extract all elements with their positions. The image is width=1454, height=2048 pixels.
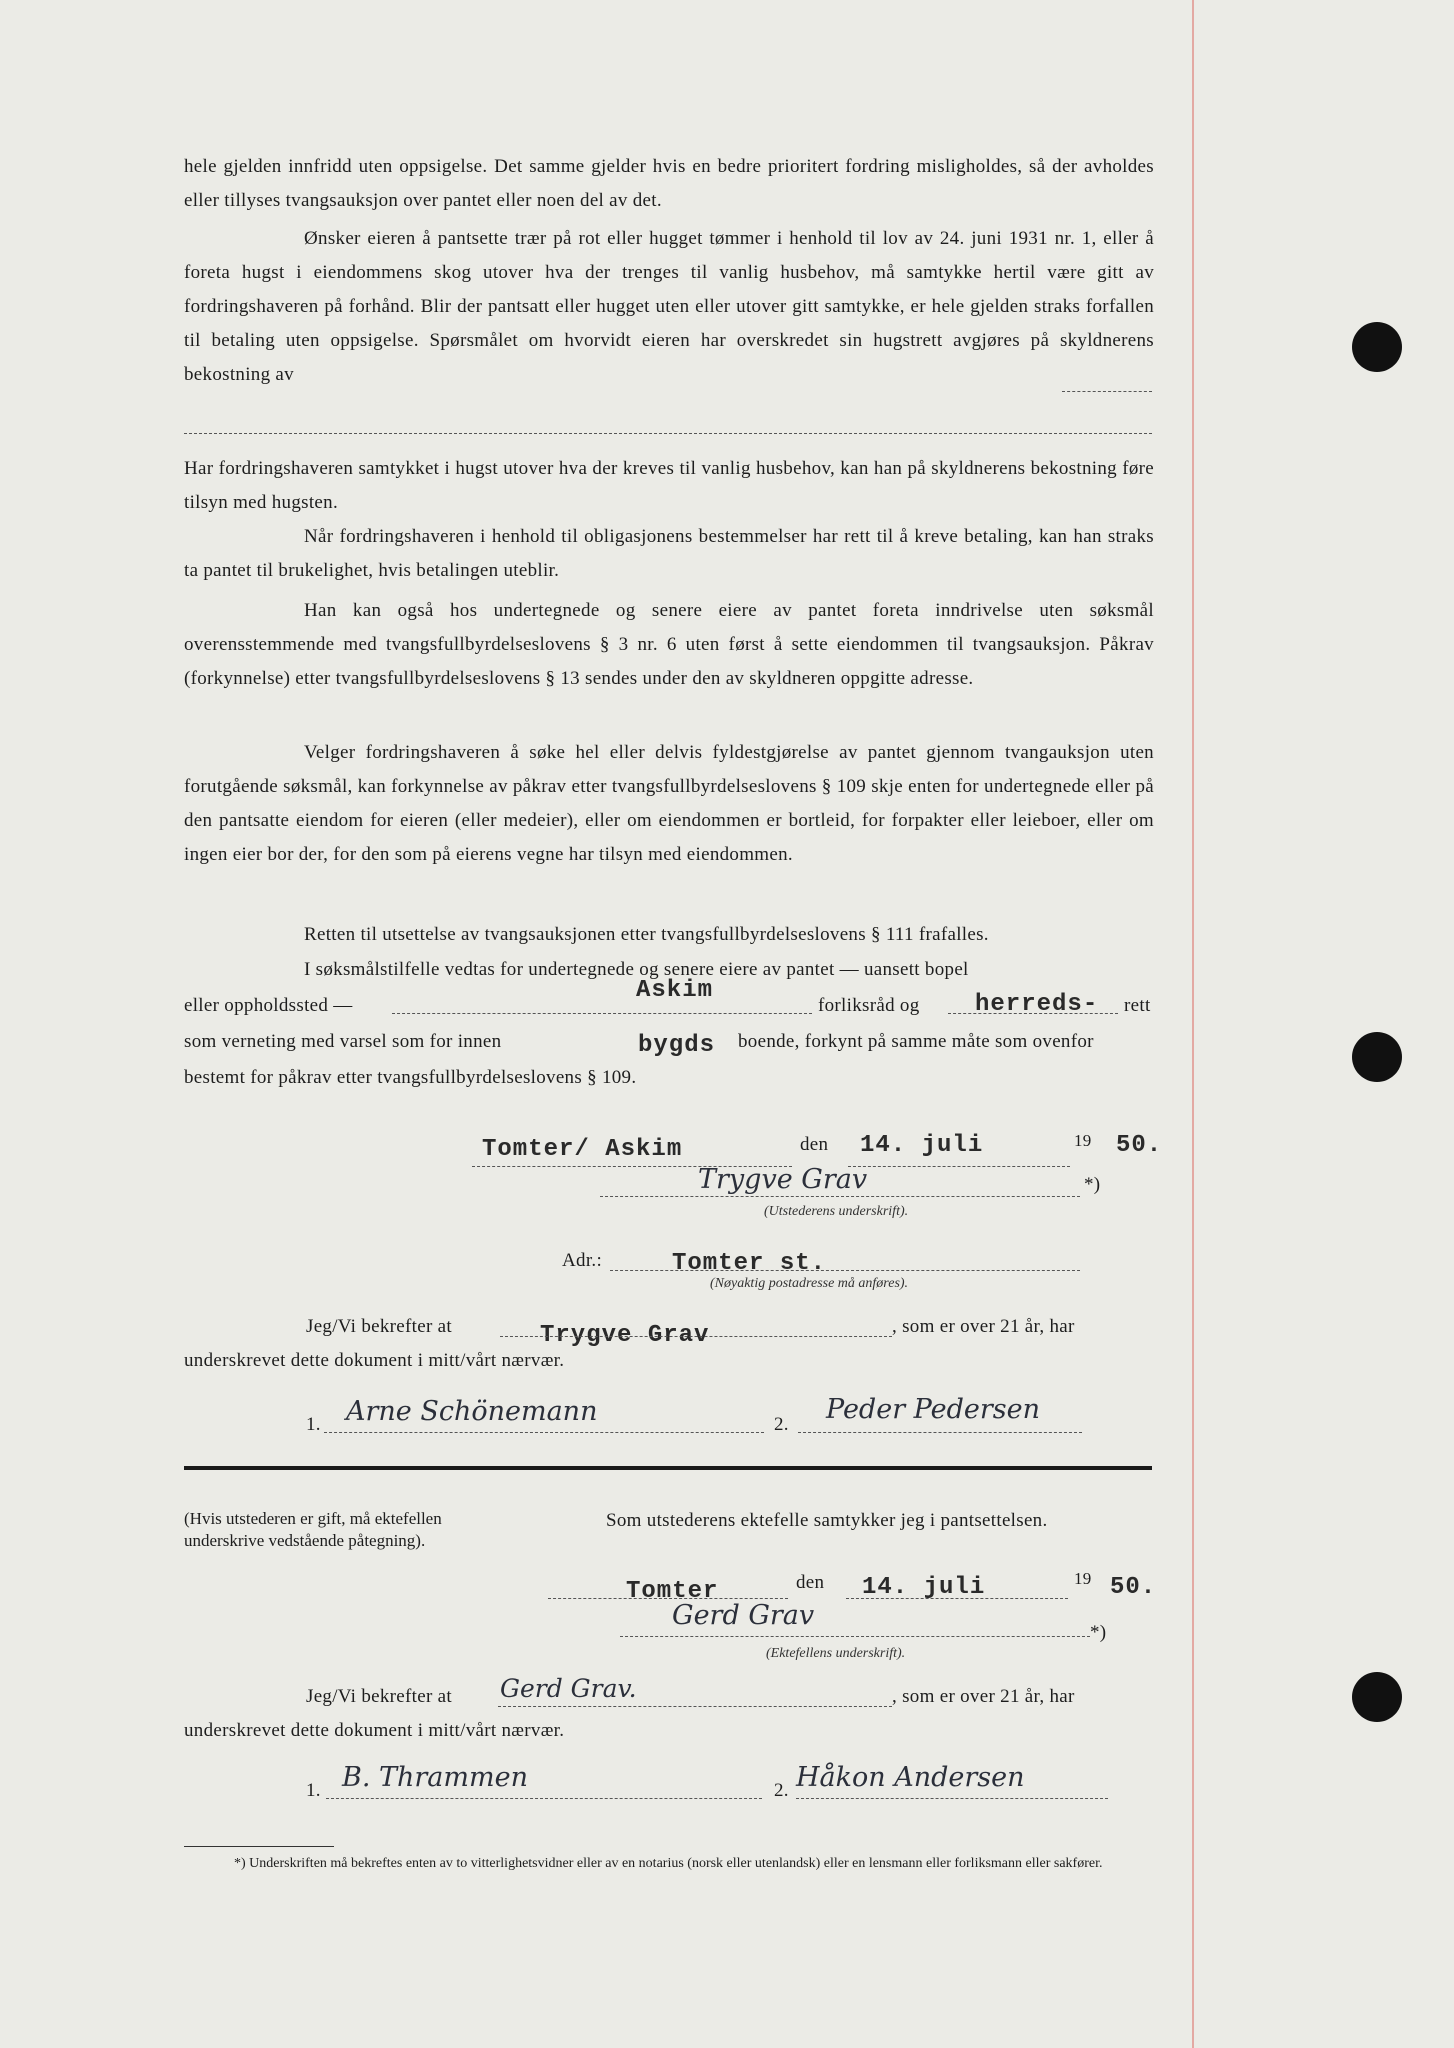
spouse-note: (Hvis utstederen er gift, må ektefellen underskrive vedstående påtegning).: [184, 1509, 442, 1550]
spouse-den: den: [796, 1572, 825, 1593]
spouse-date: 14. juli: [862, 1574, 986, 1601]
fill-line: [610, 1270, 1080, 1271]
witness1-sig2: Peder Pedersen: [826, 1394, 1041, 1425]
witness2-n2: 2.: [774, 1780, 789, 1801]
fill-line: [600, 1196, 1080, 1197]
spouse-place: Tomter: [626, 1578, 719, 1605]
fill-line: [392, 1013, 812, 1014]
paragraph-6: Velger fordringshaveren å søke hel eller delvis fyldestgjørelse av pantet gjennom tvangauksjon uten forutgående søksmål, kan forkynnelse av påkrav etter tvangsfullbyrdelseslovens § 109 skje enten for undertegnede eller på den pantsatte eiendom for eieren (eller medeier), eller om eiendommen er bortleid, for forpakter eller leieboer, eller om ingen eier bor der, for den som på eierens vegne har tilsyn med eiendommen.: [184, 742, 1154, 865]
issuer-signature-mark: *): [1084, 1174, 1101, 1195]
paragraph-4: Når fordringshaveren i henhold til obligasjonens bestemmelser har rett til å kreve betaling, kan han straks ta pantet til brukelighet, hvis betalingen uteblir.: [184, 526, 1154, 581]
venue-line-3b: boende, forkynt på samme måte som ovenfor: [738, 1031, 1094, 1052]
spouse-signature: Gerd Grav: [672, 1600, 815, 1631]
venue-line-2b: forliksråd og: [818, 995, 920, 1016]
fill-line: [620, 1636, 1090, 1637]
address-label: Adr.:: [562, 1250, 603, 1271]
fill-line: [846, 1598, 1068, 1599]
witness1-line2: underskrevet dette dokument i mitt/vårt nærvær.: [184, 1350, 565, 1371]
section-rule: [184, 1466, 1152, 1470]
address-caption: (Nøyaktig postadresse må anføres).: [710, 1276, 909, 1291]
fill-line: [796, 1798, 1108, 1799]
spouse-consent: Som utstederens ektefelle samtykker jeg i pantsettelsen.: [606, 1510, 1048, 1531]
margin-line: [1192, 0, 1194, 2048]
issuer-signature-caption: (Utstederens underskrift).: [764, 1204, 909, 1219]
witness1-sig1: Arne Schönemann: [346, 1396, 598, 1427]
venue-line-1: I søksmålstilfelle vedtas for undertegnede og senere eiere av pantet — uansett bopel: [304, 959, 969, 980]
venue-line-3a: som verneting med varsel som for innen: [184, 1031, 502, 1052]
witness2-n1: 1.: [306, 1780, 321, 1801]
punch-hole-bottom: [1352, 1672, 1402, 1722]
spouse-year: 50.: [1110, 1574, 1157, 1601]
witness2-name: Gerd Grav.: [500, 1674, 637, 1703]
paragraph-2: Ønsker eieren å pantsette trær på rot eller hugget tømmer i henhold til lov av 24. juni 1931 nr. 1, eller å foreta hugst i eiendommens skog utover hva der trenges til vanlig husbehov, må samtykke hertil være gitt av fordringshaveren på forhånd. Blir der pantsatt eller hugget uten eller utover gitt samtykke, er hele gjelden straks forfallen til betaling uten oppsigelse. Spørsmålet om hvorvidt eieren har overskredet sin hugstrett avgjøres på skyldnerens bekostning av: [184, 228, 1154, 385]
footnote-rule: [184, 1846, 334, 1847]
fill-line: [500, 1336, 892, 1337]
fill-line: [324, 1432, 764, 1433]
witness1-name: Trygve Grav: [540, 1322, 710, 1349]
issuer-place: Tomter/ Askim: [482, 1136, 683, 1163]
punch-hole-middle: [1352, 1032, 1402, 1082]
witness1-n2: 2.: [774, 1414, 789, 1435]
witness2-sig2: Håkon Andersen: [796, 1762, 1025, 1793]
spouse-year-prefix: 19: [1074, 1569, 1092, 1588]
venue-line-2a: eller oppholdssted —: [184, 995, 353, 1016]
witness1-label-b: , som er over 21 år, har: [892, 1316, 1075, 1337]
paragraph-7: Retten til utsettelse av tvangsauksjonen etter tvangsfullbyrdelseslovens § 111 frafalles.: [304, 924, 989, 945]
witness1-n1: 1.: [306, 1414, 321, 1435]
fill-line: [1062, 391, 1152, 392]
typed-bygds: bygds: [638, 1032, 716, 1059]
witness1-label: Jeg/Vi bekrefter at: [306, 1316, 452, 1337]
paragraph-3: Har fordringshaveren samtykket i hugst utover hva der kreves til vanlig husbehov, kan han på skyldnerens bekostning føre tilsyn med hugsten.: [184, 458, 1154, 513]
spouse-signature-mark: *): [1090, 1622, 1107, 1643]
address-value: Tomter st.: [672, 1250, 827, 1277]
paragraph-5: Han kan også hos undertegnede og senere eiere av pantet foreta inndrivelse uten søksmål overensstemmende med tvangsfullbyrdelseslovens § 3 nr. 6 uten først å sette eiendommen til tvangsauksjon. Påkrav (forkynnelse) etter tvangsfullbyrdelseslovens § 13 sendes under den av skyldneren oppgitte adresse.: [184, 600, 1154, 689]
paragraph-1: hele gjelden innfridd uten oppsigelse. Det samme gjelder hvis en bedre prioritert fordring misligholdes, så der avholdes eller tillyses tvangsauksjon over pantet eller noen del av det.: [184, 156, 1154, 211]
witness2-label-b: , som er over 21 år, har: [892, 1686, 1075, 1707]
fill-line: [184, 433, 1152, 434]
typed-askim: Askim: [636, 977, 714, 1004]
spouse-signature-caption: (Ektefellens underskrift).: [766, 1646, 906, 1661]
fill-line: [798, 1432, 1082, 1433]
typed-herreds: herreds-: [975, 991, 1099, 1018]
issuer-year-prefix: 19: [1074, 1131, 1092, 1150]
issuer-den: den: [800, 1134, 829, 1155]
witness2-sig1: B. Thrammen: [342, 1762, 528, 1793]
witness2-label: Jeg/Vi bekrefter at: [306, 1686, 452, 1707]
issuer-year: 50.: [1116, 1132, 1163, 1159]
venue-line-4: bestemt for påkrav etter tvangsfullbyrdelseslovens § 109.: [184, 1067, 637, 1088]
footnote: *) Underskriften må bekreftes enten av to vitterlighetsvidner eller av en notarius (norsk eller utenlandsk) eller en lensmann eller forliksmann eller sakfører.: [234, 1856, 1103, 1871]
fill-line: [848, 1166, 1070, 1167]
fill-line: [498, 1706, 892, 1707]
fill-line: [326, 1798, 762, 1799]
witness2-line2: underskrevet dette dokument i mitt/vårt nærvær.: [184, 1720, 565, 1741]
issuer-signature: Trygve Grav: [698, 1164, 868, 1195]
issuer-date: 14. juli: [860, 1132, 984, 1159]
fill-line: [548, 1598, 788, 1599]
venue-line-2c: rett: [1124, 995, 1151, 1016]
punch-hole-top: [1352, 322, 1402, 372]
